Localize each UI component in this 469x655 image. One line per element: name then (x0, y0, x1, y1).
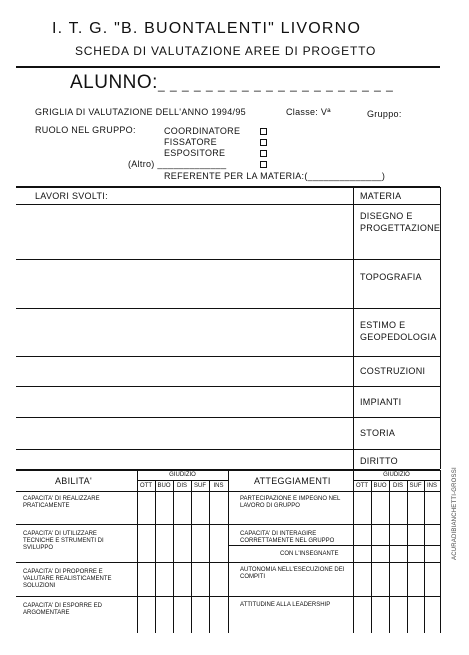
role-espositore: ESPOSITORE (164, 148, 226, 158)
ability-realizzare: CAPACITA' DI REALIZZARE PRATICAMENTE (23, 496, 100, 509)
subject-header: MATERIA (360, 191, 402, 201)
attitude-partecipazione: PARTECIPAZIONE E IMPEGNO NEL LAVORO DI GRUPPO (240, 496, 341, 509)
eval-row-line (16, 562, 440, 563)
student-field[interactable]: _ _ _ _ _ _ _ _ _ _ _ _ _ _ _ _ _ _ _ _ (158, 78, 394, 92)
student-label: ALUNNO: (70, 72, 158, 93)
subject-costruzioni: COSTRUZIONI (360, 366, 426, 376)
abilities-col-suf: SUF (194, 483, 206, 489)
subject-disegno: DISEGNO E PROGETTAZIONE (360, 211, 441, 233)
work-row-line (16, 449, 440, 450)
eval-vline (371, 480, 372, 633)
abilities-col-ott: OTT (140, 483, 152, 489)
school-line: I. T. G. "B. BUONTALENTI" LIVORNO (52, 20, 362, 37)
eval-vline (209, 480, 210, 633)
abilities-col-buo: BUO (157, 483, 171, 489)
form-subtitle: SCHEDA DI VALUTAZIONE AREE DI PROGETTO (75, 44, 377, 58)
attitudes-col-suf: SUF (409, 483, 422, 489)
work-row-line (16, 308, 440, 309)
role-coordinatore: COORDINATORE (164, 126, 241, 136)
abilities-col-dis: DIS (176, 483, 187, 489)
subject-storia: STORIA (360, 428, 396, 438)
eval-vline (228, 470, 229, 633)
side-credit: ACURADIBIANCHETTI-GROSSI (452, 467, 458, 560)
attitudes-col-ins: INS (426, 483, 437, 489)
eval-vline (389, 480, 390, 633)
attitude-leadership: ATTITUDINE ALLA LEADERSHIP (240, 602, 331, 608)
subject-diritto: DIRITTO (360, 456, 398, 466)
work-subject-divider (353, 187, 354, 469)
work-row-line (16, 259, 440, 260)
role-fissatore: FISSATORE (164, 137, 217, 147)
group-label: Gruppo: (367, 109, 402, 119)
ability-utilizzare: CAPACITA' DI UTILIZZARE TECNICHE E STRUMENTI DI SVILUPPO (23, 531, 104, 551)
header-divider (16, 66, 440, 68)
attitudes-judgement-subline (353, 480, 440, 481)
eval-vline (407, 480, 408, 633)
attitudes-col-buo: BUO (373, 483, 387, 489)
work-row-line (16, 204, 440, 205)
ability-proporre: CAPACITA' DI PROPORRE E VALUTARE REALISTICAMENTE SOLUZIONI (23, 569, 112, 589)
eval-row-line (16, 524, 440, 525)
work-top-border (16, 186, 440, 188)
attitudes-col-ott: OTT (356, 483, 368, 489)
abilities-judgement-header: GIUDIZIO (169, 472, 196, 478)
work-row-line (16, 386, 440, 387)
grid-label: GRIGLIA DI VALUTAZIONE DELL'ANNO 1994/95 (35, 107, 246, 117)
eval-vline (191, 480, 192, 633)
role-fissatore-checkbox[interactable] (260, 139, 267, 146)
roles-label: RUOLO NEL GRUPPO: (35, 125, 136, 135)
eval-vline (353, 470, 354, 633)
work-row-line (16, 356, 440, 357)
subject-impianti: IMPIANTI (360, 397, 402, 407)
abilities-header: ABILITA' (55, 476, 92, 486)
role-altro[interactable]: (Altro) _____________ (128, 159, 227, 169)
eval-vline (173, 480, 174, 633)
eval-vline (155, 480, 156, 633)
work-row-line (16, 417, 440, 418)
abilities-col-ins: INS (213, 483, 224, 489)
role-espositore-checkbox[interactable] (260, 150, 267, 157)
abilities-judgement-subline (137, 480, 228, 481)
attitudes-col-dis: DIS (392, 483, 403, 489)
eval-row-line (16, 596, 440, 597)
referent-field[interactable]: REFERENTE PER LA MATERIA:(______________) (164, 171, 386, 181)
role-altro-checkbox[interactable] (260, 161, 267, 168)
work-label: LAVORI SVOLTI: (35, 191, 108, 201)
attitudes-judgement-header: GIUDIZIO (383, 472, 410, 478)
attitudes-header: ATTEGGIAMENTI (254, 476, 331, 486)
attitude-insegnante: CON L'INSEGNANTE (280, 551, 339, 557)
ability-esporre: CAPACITA' DI ESPORRE ED ARGOMENTARE (23, 603, 102, 616)
eval-vline (424, 480, 425, 633)
role-coordinatore-checkbox[interactable] (260, 128, 267, 135)
class-label: Classe: Vª (286, 107, 331, 117)
subject-topografia: TOPOGRAFIA (360, 272, 422, 282)
attitude-autonomia: AUTONOMIA NELL'ESECUZIONE DEI COMPITI (240, 567, 345, 580)
eval-vline (440, 470, 441, 633)
subject-estimo: ESTIMO E GEOPEDOLOGIA (360, 320, 437, 342)
eval-row-line (228, 545, 440, 546)
attitude-interagire: CAPACITA' DI INTERAGIRE CORRETTAMENTE NEL GRUPPO (240, 531, 335, 544)
eval-vline (137, 470, 138, 633)
